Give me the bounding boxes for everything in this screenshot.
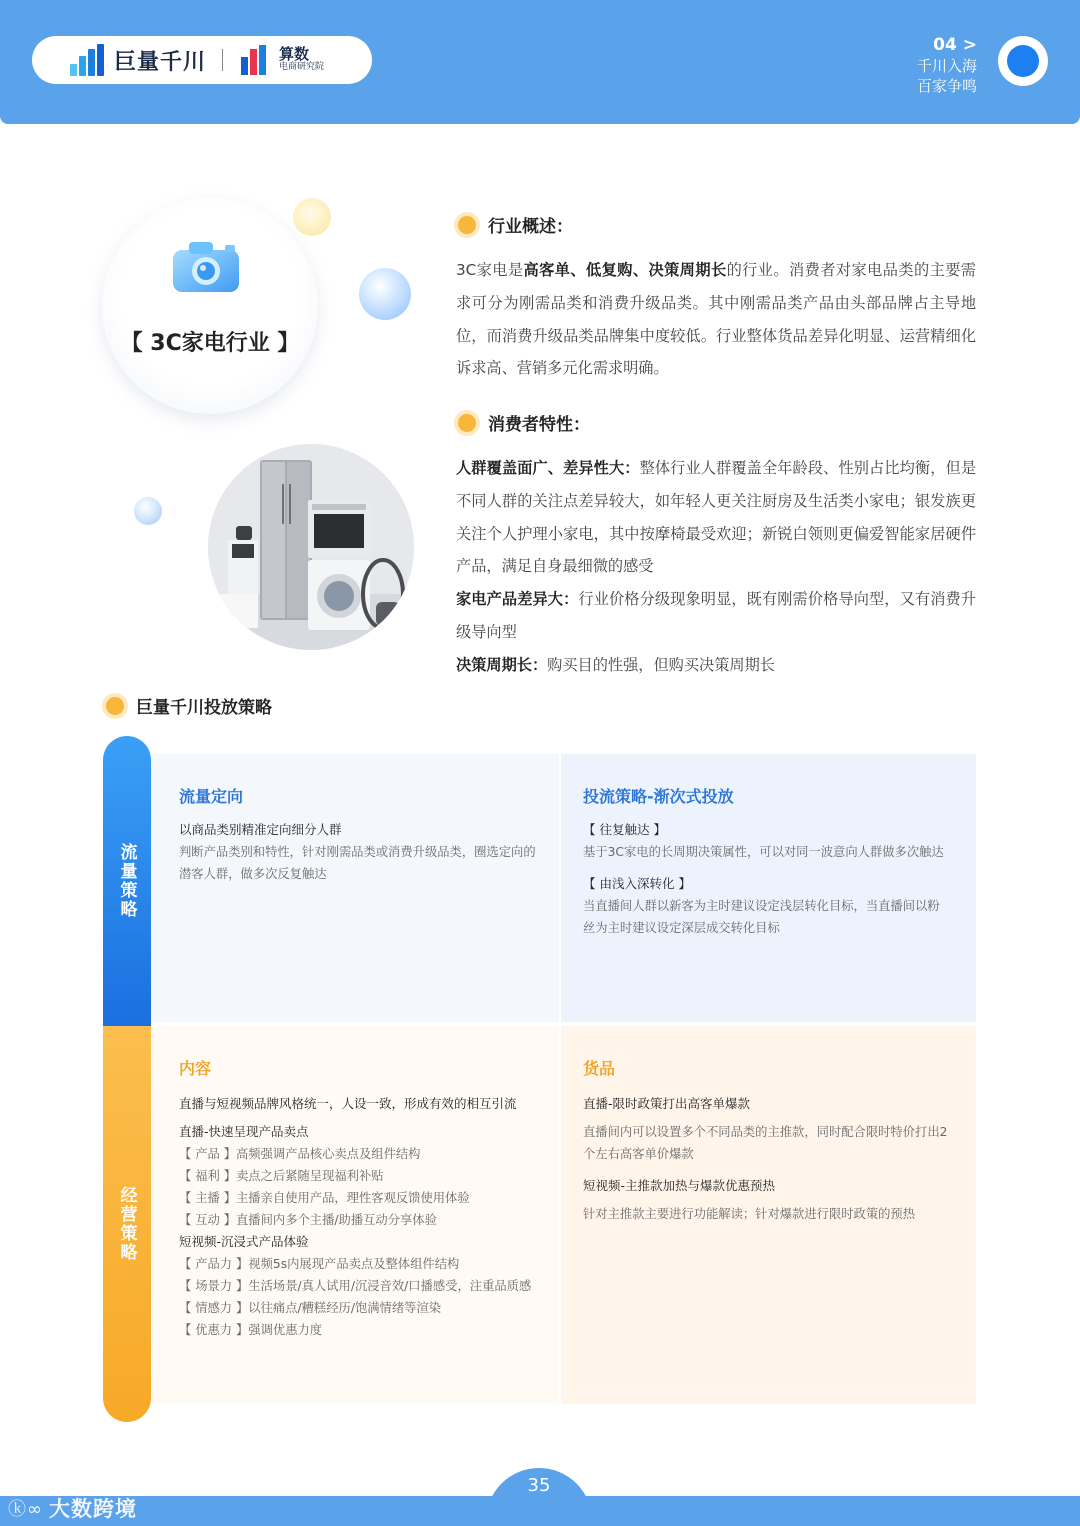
consumer-trait2-title: 家电产品差异大： <box>456 590 579 609</box>
goods-live-text: 直播间内可以设置多个不同品类的主推款，同时配合限时特价打出2个左右高客单价爆款 <box>583 1125 948 1161</box>
traffic-placement-card <box>561 754 976 1022</box>
goods-subtitle-video: 短视频-主推款加热与爆款优惠预热 <box>583 1178 776 1193</box>
overview-text-pre: 3C家电是 <box>456 261 524 279</box>
deep-conversion-text: 当直播间人群以新客为主时建议设定浅层转化目标，当直播间以粉丝为主时建议设定深层成交转化目标 <box>583 899 940 935</box>
content-card <box>151 1026 559 1404</box>
consumer-trait3-title: 决策周期长： <box>456 655 548 674</box>
consumer-paragraph <box>456 452 976 682</box>
traffic-targeting-subtitle: 以商品类别精准定向细分人群 <box>179 822 342 837</box>
live-item: 【 主播 】主播亲自使用产品，理性客观反馈使用体验 <box>179 1191 470 1205</box>
kol-logo-icon: ⓚ∞ <box>8 1499 43 1520</box>
traffic-strategy-label: 流量策略 <box>116 843 137 919</box>
bullet-dot-icon <box>106 697 124 715</box>
logo-qianchuan-text: 巨量千川 <box>114 49 207 75</box>
strategy-heading <box>106 693 272 718</box>
goods-subtitle-live: 直播-限时政策打出高客单爆款 <box>583 1096 751 1111</box>
live-item: 【 福利 】卖点之后紧随呈现福利补贴 <box>179 1169 384 1183</box>
deep-conversion-title: 【 由浅入深转化 】 <box>583 876 691 891</box>
consumer-trait1-title: 人群覆盖面广、差异性大： <box>456 459 640 477</box>
chapter-label <box>917 34 977 96</box>
page-number: 35 <box>527 1475 551 1496</box>
repeat-reach-title: 【 往复触达 】 <box>583 822 666 837</box>
consumer-trait1-text: 整体行业人群覆盖全年龄段、性别占比均衡，但是不同人群的关注点差异较大，如年轻人更关注厨房及生活类小家电；银发族更关注个人护理小家电，其中按摩椅最受欢迎；新锐白领则更偏爱智能家居硬件产品，满足自身最细微的感受 <box>456 459 977 576</box>
watermark-text: 大数跨境 <box>49 1497 137 1521</box>
industry-title: 【 3C家电行业 】 <box>120 331 300 356</box>
small-blue-bubble-decoration <box>134 497 162 525</box>
brand-logos <box>32 36 372 84</box>
repeat-reach-text: 基于3C家电的长周期决策属性，可以对同一波意向人群做多次触达 <box>583 845 944 859</box>
video-item: 【 产品力 】视频5s内展现产品卖点及整体组件结构 <box>179 1257 460 1271</box>
operation-strategy-bar <box>103 1026 151 1422</box>
traffic-targeting-text: 判断产品类别和特性，针对刚需品类或消费升级品类，圈选定向的潜客人群，做多次反复触达 <box>179 845 536 881</box>
content-subtitle-live: 直播-快速呈现产品卖点 <box>179 1124 309 1139</box>
bullet-dot-icon <box>458 414 476 432</box>
chapter-number: 04 > <box>933 35 977 55</box>
goods-video-text: 针对主推款主要进行功能解读；针对爆款进行限时政策的预热 <box>583 1207 916 1221</box>
consumer-heading-label: 消费者特性： <box>488 415 590 435</box>
logo-suanshu-sub: 电商研究院 <box>279 62 325 73</box>
traffic-targeting-title: 流量定向 <box>179 787 244 806</box>
yellow-bubble-decoration <box>293 198 331 236</box>
traffic-strategy-bar <box>103 736 151 1026</box>
live-item: 【 互动 】直播间内多个主播/助播互动分享体验 <box>179 1213 437 1227</box>
video-item: 【 优惠力 】强调优惠力度 <box>179 1323 323 1337</box>
watermark <box>8 1493 137 1523</box>
content-subtitle-video: 短视频-沉浸式产品体验 <box>179 1234 309 1249</box>
traffic-placement-title: 投流策略-渐次式投放 <box>583 787 734 806</box>
content-subtitle-1: 直播与短视频品牌风格统一，人设一致，形成有效的相互引流 <box>179 1096 517 1111</box>
video-item: 【 情感力 】以往痛点/糟糕经历/饱满情绪等渲染 <box>179 1301 442 1315</box>
goods-card <box>561 1026 976 1404</box>
content-title: 内容 <box>179 1059 212 1078</box>
logo-suanshu-main: 算数 <box>279 45 310 64</box>
consumer-trait3-text: 购买目的性强，但购买决策周期长 <box>547 655 775 674</box>
overview-paragraph <box>456 254 976 385</box>
suanshu-logo-icon <box>241 45 273 75</box>
chapter-title-line2: 百家争鸣 <box>916 77 977 95</box>
overview-heading <box>458 212 573 237</box>
overview-heading-label: 行业概述： <box>488 217 573 237</box>
camera-icon <box>169 236 247 296</box>
overview-text-post: 的行业。消费者对家电品类的主要需求可分为刚需品类和消费升级品类。其中刚需品类产品由头部品牌占主导地位，而消费升级品类品牌集中度较低。行业整体货品差异化明显、运营精细化诉求高、营销多元化需求明确。 <box>456 261 976 378</box>
header-circle-icon <box>998 36 1048 86</box>
chapter-title-line1: 千川入海 <box>916 57 977 75</box>
operation-strategy-label: 经营策略 <box>116 1186 137 1262</box>
industry-badge <box>102 198 318 414</box>
juliang-logo-icon <box>70 44 108 76</box>
home-appliances-photo <box>208 444 414 650</box>
overview-text-bold: 高客单、低复购、决策周期长 <box>523 261 727 279</box>
traffic-targeting-card <box>151 754 559 1022</box>
logo-divider <box>222 49 223 71</box>
bullet-dot-icon <box>458 216 476 234</box>
strategy-heading-label: 巨量千川投放策略 <box>136 698 272 718</box>
goods-title: 货品 <box>583 1059 616 1078</box>
logo-suanshu <box>279 47 324 72</box>
video-item: 【 场景力 】生活场景/真人试用/沉浸音效/口播感受，注重品质感 <box>179 1279 532 1293</box>
live-item: 【 产品 】高频强调产品核心卖点及组件结构 <box>179 1147 421 1161</box>
consumer-trait2-text: 行业价格分级现象明显，既有刚需价格导向型，又有消费升级导向型 <box>456 590 977 641</box>
consumer-heading <box>458 410 590 435</box>
page-header <box>0 0 1080 124</box>
blue-bubble-decoration <box>359 268 411 320</box>
